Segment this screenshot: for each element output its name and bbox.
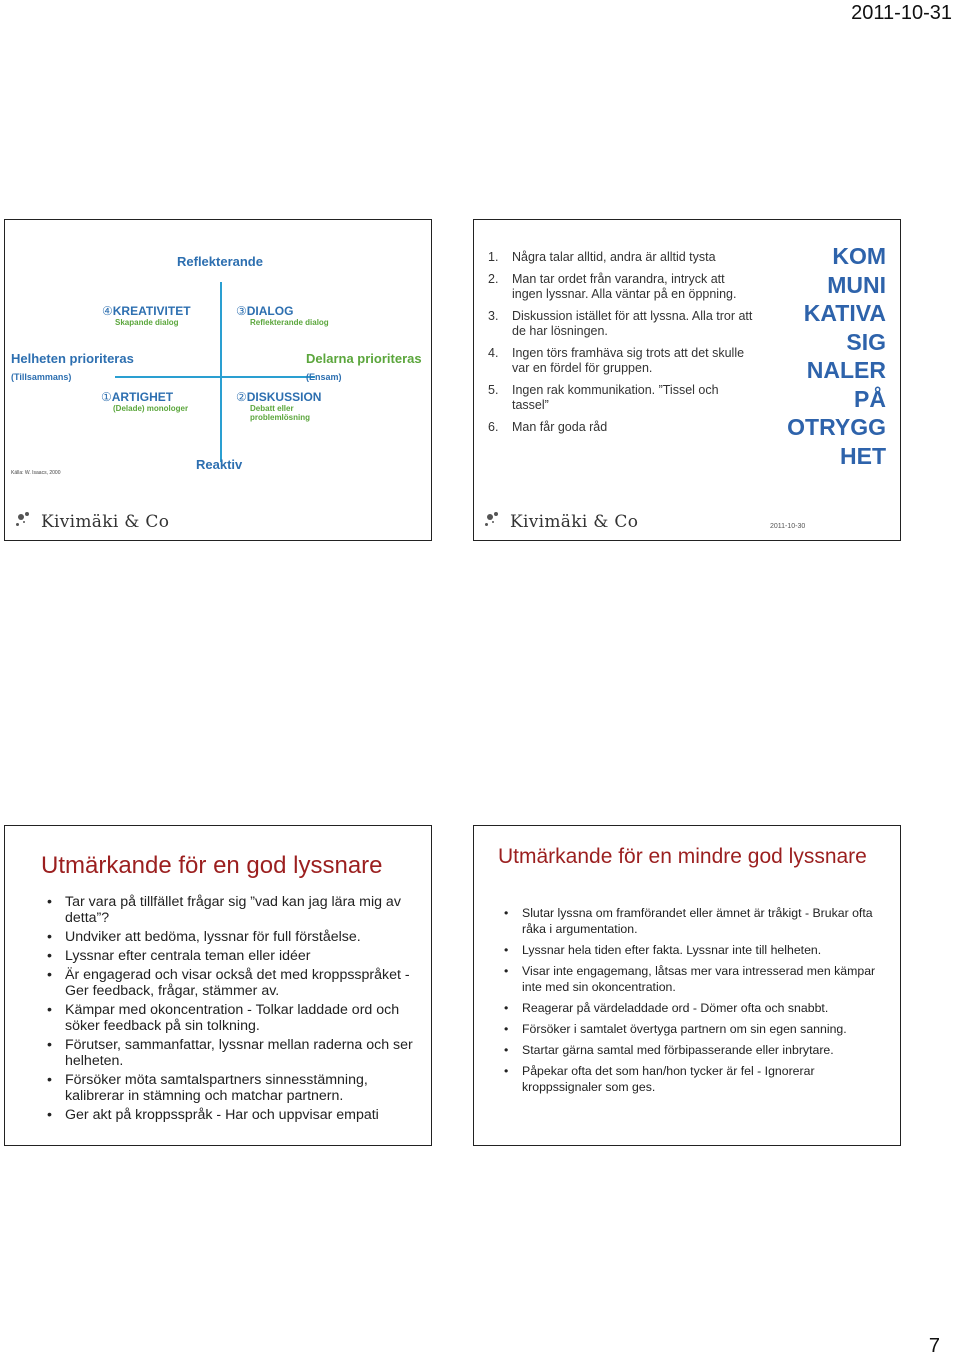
slide-title: Utmärkande för en god lyssnare bbox=[41, 852, 383, 879]
page-date: 2011-10-31 bbox=[851, 2, 952, 24]
list-item: • Försöker möta samtalspartners sinnesstämning, kalibrerar in stämning och matchar partnern. bbox=[47, 1072, 368, 1104]
axis-top-label: Reflekterande bbox=[177, 254, 263, 269]
quadrant-artighet-sub: (Delade) monologer bbox=[113, 404, 189, 413]
logo-dots-icon bbox=[15, 512, 37, 532]
list-item: • Undviker att bedöma, lyssnar för full förståelse. bbox=[47, 929, 361, 945]
axis-bottom-label: Reaktiv bbox=[196, 457, 243, 472]
slide-title: Utmärkande för en mindre god lyssnare bbox=[498, 845, 867, 868]
list-item: • Reagerar på värdeladdade ord - Dömer ofta och snabbt. bbox=[504, 1001, 829, 1015]
list-item: • Är engagerad och visar också det med kroppsspråket - Ger feedback, frågar, stämmer av. bbox=[47, 967, 410, 999]
list-item: • Försöker i samtalet övertyga partnern om sin egen sanning. bbox=[504, 1022, 847, 1036]
quadrant-kreativitet: ④KREATIVITET bbox=[102, 304, 191, 318]
axis-left-label: Helheten prioriteras bbox=[11, 351, 134, 366]
list-item: • Påpekar ofta det som han/hon tycker är fel - Ignorerar kroppssignaler som ges. bbox=[504, 1064, 815, 1094]
quadrant-artighet: ①ARTIGHET bbox=[101, 390, 174, 404]
list-item: • Startar gärna samtal med förbipasserande eller inbrytare. bbox=[504, 1043, 834, 1057]
logo-text: Kivimäki & Co bbox=[510, 512, 639, 532]
list-item: • Visar inte engagemang, låtsas mer vara intresserad men kämpar inte med sin okoncentration. bbox=[504, 964, 876, 994]
axis-right-label: Delarna prioriteras bbox=[306, 351, 422, 366]
slide-dialog-model bbox=[4, 219, 432, 541]
axis-right-sub: (Ensam) bbox=[306, 372, 342, 382]
list-item: • Tar vara på tillfället frågar sig ”vad kan jag lära mig av detta”? bbox=[47, 894, 401, 926]
quadrant-kreativitet-sub: Skapande dialog bbox=[115, 318, 179, 327]
quadrant-diskussion-sub: Debatt eller bbox=[250, 404, 294, 413]
slide-good-listener bbox=[4, 825, 432, 1146]
list-item: • Lyssnar hela tiden efter fakta. Lyssnar inte till helheten. bbox=[504, 943, 822, 957]
bullet-list bbox=[498, 905, 888, 1100]
page-number: 7 bbox=[928, 1335, 940, 1357]
slide-communication-signals bbox=[473, 219, 901, 541]
list-item: 3. Diskussion istället för att lyssna. Alla tror att de har lösningen. bbox=[488, 309, 753, 338]
quadrant-diskussion-sub2: problemlösning bbox=[250, 413, 310, 422]
bullet-list bbox=[41, 894, 421, 1126]
list-item: 1. Några talar alltid, andra är alltid tysta bbox=[488, 250, 716, 264]
logo-text: Kivimäki & Co bbox=[41, 512, 170, 532]
list-item: 2. Man tar ordet från varandra, intryck att ingen lyssnar. Alla väntar på en öppning. bbox=[488, 272, 737, 301]
slide-date: 2011-10-30 bbox=[770, 523, 806, 530]
slide-poor-listener bbox=[473, 825, 901, 1146]
company-logo bbox=[15, 512, 169, 532]
numbered-list bbox=[488, 250, 758, 442]
list-item: • Lyssnar efter centrala teman eller idéer bbox=[47, 948, 311, 964]
quadrant-dialog: ③DIALOG bbox=[236, 304, 294, 318]
list-item: 4. Ingen törs framhäva sig trots att det skulle var en fördel för gruppen. bbox=[488, 346, 745, 375]
list-item: 6. Man får goda råd bbox=[488, 420, 608, 434]
list-item: • Slutar lyssna om framförandet eller ämnet är tråkigt - Brukar ofta råka i argumentation. bbox=[504, 906, 873, 936]
list-item: • Förutser, sammanfattar, lyssnar mellan raderna och ser helheten. bbox=[47, 1037, 413, 1069]
quadrant-dialog-sub: Reflekterande dialog bbox=[250, 318, 329, 327]
source-note: Källa: W. Isaacs, 2000 bbox=[11, 470, 61, 476]
quadrant-diskussion: ②DISKUSSION bbox=[236, 390, 322, 404]
horizontal-axis bbox=[115, 376, 315, 378]
list-item: • Kämpar med okoncentration - Tolkar laddade ord och söker feedback på sin tolkning. bbox=[47, 1002, 400, 1034]
logo-dots-icon bbox=[484, 512, 506, 532]
axis-left-sub: (Tillsammans) bbox=[11, 372, 72, 382]
list-item: 5. Ingen rak kommunikation. ”Tissel och tassel” bbox=[488, 383, 719, 412]
company-logo bbox=[484, 512, 638, 532]
side-heading: KOM MUNI KATIVA SIG NALER PÅ OTRYGG HET bbox=[787, 243, 886, 469]
vertical-axis bbox=[220, 282, 222, 462]
list-item: • Ger akt på kroppsspråk - Har och uppvisar empati bbox=[47, 1107, 379, 1123]
